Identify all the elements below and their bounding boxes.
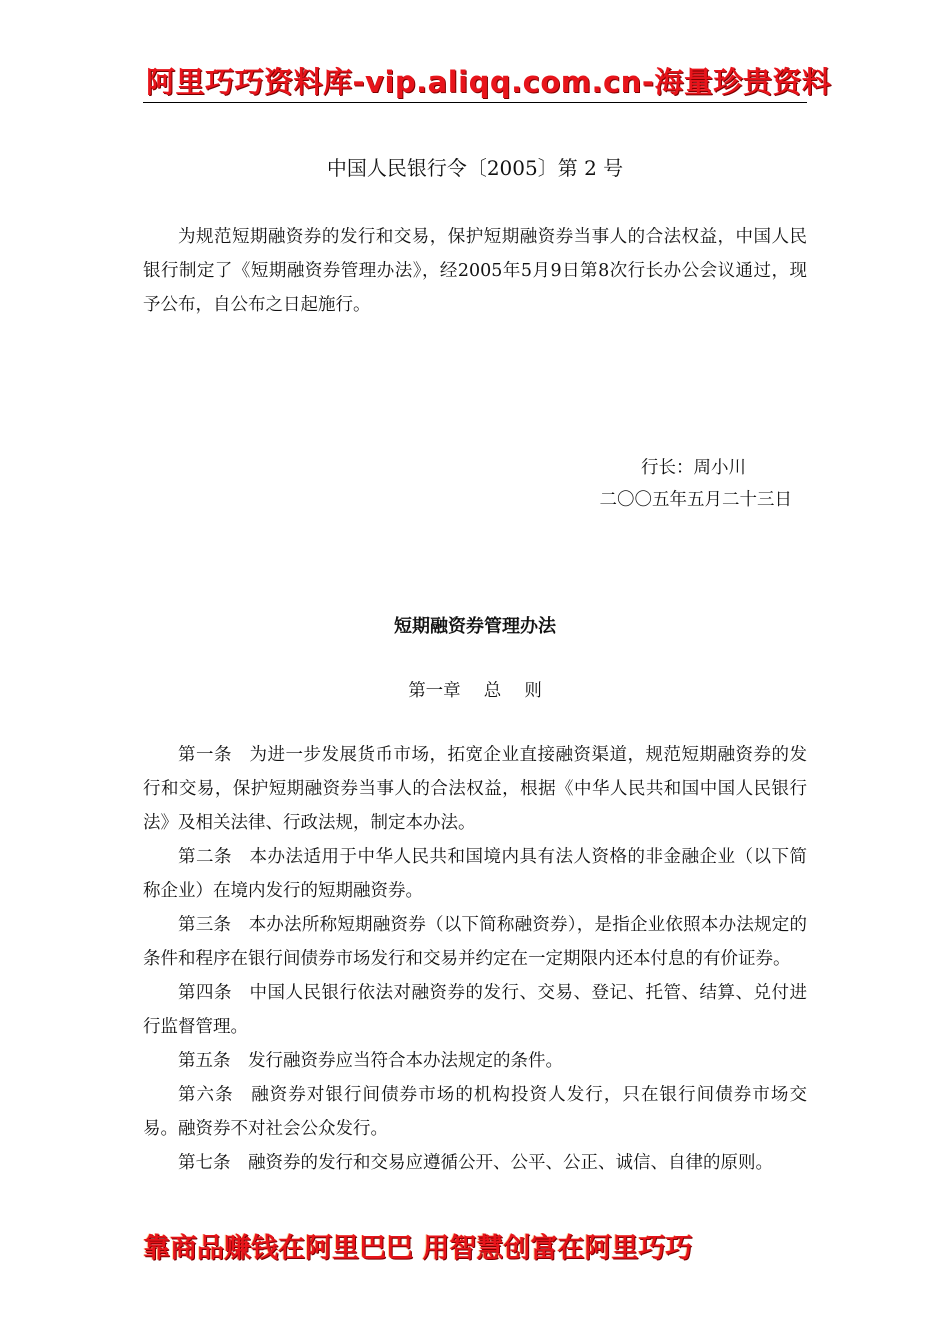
article — [143, 738, 807, 840]
article-label: 第三条 — [178, 915, 232, 935]
article-text: 本办法所称短期融资券（以下简称融资券），是指企业依照本办法规定的条件和程序在银行间债券市场发行和交易并约定在一定期限内还本付息的有价证券。 — [143, 915, 808, 969]
article — [143, 908, 807, 976]
article-label: 第五条 — [178, 1051, 231, 1071]
article — [143, 1044, 807, 1078]
article — [143, 1078, 807, 1146]
signature-date: 二〇〇五年五月二十三日 — [599, 490, 792, 510]
header-divider — [143, 102, 807, 103]
header-banner: 阿里巧巧资料库-vip.aliqq.com.cn-海量珍贵资料 — [146, 65, 832, 99]
article-text: 融资券的发行和交易应遵循公开、公平、公正、诚信、自律的原则。 — [248, 1153, 773, 1173]
article-text: 中国人民银行依法对融资券的发行、交易、登记、托管、结算、兑付进行监督管理。 — [143, 983, 807, 1037]
article-label: 第六条 — [178, 1085, 234, 1105]
article — [143, 1146, 807, 1180]
chapter-heading: 第一章 总 则 — [408, 681, 542, 701]
article — [143, 976, 807, 1044]
article-label: 第一条 — [178, 745, 232, 765]
signatory: 行长：周小川 — [641, 458, 746, 478]
article-text: 融资券对银行间债券市场的机构投资人发行，只在银行间债券市场交易。融资券不对社会公众发行。 — [143, 1085, 807, 1139]
article-label: 第四条 — [178, 983, 232, 1003]
article-label: 第七条 — [178, 1153, 231, 1173]
document-title: 短期融资券管理办法 — [394, 616, 556, 637]
intro-section — [143, 220, 807, 322]
article-label: 第二条 — [178, 847, 232, 867]
footer-banner: 靠商品赚钱在阿里巴巴 用智慧创富在阿里巧巧 — [143, 1233, 693, 1264]
intro-paragraph: 为规范短期融资券的发行和交易，保护短期融资券当事人的合法权益，中国人民银行制定了《短期融资券管理办法》，经2005年5月9日第8次行长办公会议通过，现予公布，自公布之日起施行。 — [143, 227, 807, 315]
article — [143, 840, 807, 908]
article-text: 发行融资券应当符合本办法规定的条件。 — [248, 1051, 563, 1071]
signature-block — [600, 452, 793, 516]
order-title: 中国人民银行令〔2005〕第 2 号 — [326, 156, 624, 180]
articles-list — [143, 738, 807, 1180]
article-text: 本办法适用于中华人民共和国境内具有法人资格的非金融企业（以下简称企业）在境内发行的短期融资券。 — [143, 847, 807, 901]
article-text: 为进一步发展货币市场，拓宽企业直接融资渠道，规范短期融资券的发行和交易，保护短期融资券当事人的合法权益，根据《中华人民共和国中国人民银行法》及相关法律、行政法规，制定本办法。 — [143, 745, 807, 833]
